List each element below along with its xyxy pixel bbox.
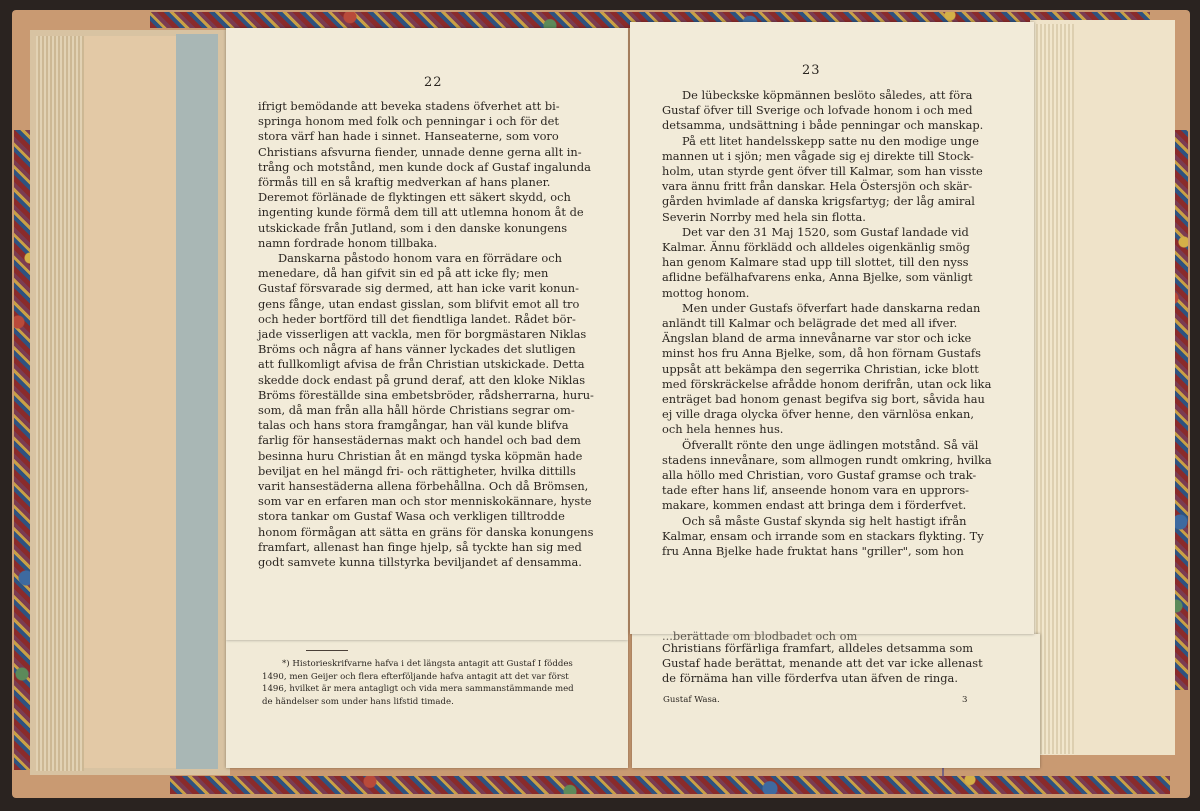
text-line: Christians förfärliga framfart, alldeles detsamma som <box>662 641 974 655</box>
right-page-text <box>662 88 992 559</box>
left-page-edges <box>36 36 84 771</box>
text-line: han genom Kalmare stad upp till slottet, till den nyss <box>662 255 969 270</box>
text-line: förmås till en så kraftig medverkan af hans planer. <box>258 175 551 190</box>
text-line: Öfverallt rönte den unge ädlingen motstånd. Så väl <box>682 437 979 452</box>
text-line: mottog honom. <box>662 285 750 300</box>
text-line: 1490, men Geijer och flera efterföljande hafva antagit att det var först <box>262 671 569 682</box>
text-line: Kalmar. Ännu förklädd och alldeles oigenkänlig smög <box>662 240 970 255</box>
text-line: Kalmar, ensam och irrande som en stackars flykting. Ty <box>662 528 984 543</box>
text-line: Deremot förlänade de flyktingen ett säkert skydd, och <box>258 190 571 205</box>
text-line: ifrigt bemödande att beveka stadens öfverhet att bi- <box>258 99 560 113</box>
text-line: namn fordrade honom tillbaka. <box>258 235 438 250</box>
text-line: Bröms föreställde sina embetsbröder, rådsherrarna, huru- <box>258 387 594 402</box>
text-line: Gustaf öfver till Sverige och lofvade honom i och med <box>662 103 973 118</box>
text-line: beviljat en hel mängd fri- och rättigheter, hvilka dittills <box>258 463 576 478</box>
text-line: menedare, då han gifvit sin ed på att icke fly; men <box>258 266 549 281</box>
left-page-text <box>258 99 594 570</box>
marbled-endpaper-bottom <box>170 776 1170 794</box>
text-line: De lübeckske köpmännen beslöto således, att föra <box>682 88 973 102</box>
text-line: fru Anna Bjelke hade fruktat hans "griller", som hon <box>662 544 964 559</box>
text-line: som, då man från alla håll hörde Christians segrar om- <box>258 403 575 418</box>
footnote-rule <box>306 650 348 651</box>
text-line: aflidne befälhafvarens enka, Anna Bjelke, som vänligt <box>662 270 973 285</box>
text-line: Bröms och några af hans vänner lyckades det slutligen <box>258 342 576 357</box>
text-line: de händelser som under hans lifstid timade. <box>262 696 454 707</box>
text-line: uppsåt att bekämpa den segerrika Christian, icke blott <box>662 361 979 376</box>
text-line: Men under Gustafs öfverfart hade danskarna redan <box>682 300 981 315</box>
text-line: godt samvete kunna tillstyrka beviljandet af densamma. <box>258 555 582 570</box>
text-line: jade visserligen att vackla, men för borgmästaren Niklas <box>258 327 587 342</box>
clipped-line: ...berättade om blodbadet och om <box>662 629 858 643</box>
text-line: gens fånge, utan endast gisslan, som blifvit emot all tro <box>258 296 580 311</box>
text-line: 1496, hvilket är mera antagligt och vida mera sammanstämmande med <box>262 684 574 695</box>
text-line: tade efter hans lif, anseende honom vara en upprors- <box>662 483 970 498</box>
text-line: anländt till Kalmar och belägrade det med all ifver. <box>662 316 958 331</box>
text-line: alla höllo med Christian, voro Gustaf gramse och trak- <box>662 468 977 483</box>
text-line: Severin Norrby med hela sin flotta. <box>662 209 866 224</box>
page-number-left: 22 <box>424 75 443 90</box>
text-line: minst hos fru Anna Bjelke, som, då hon förnam Gustafs <box>662 346 981 361</box>
text-line: Gustaf försvarade sig dermed, att han icke varit konun- <box>258 281 579 296</box>
text-line: farlig för hansestädernas makt och handel och bad dem <box>258 433 581 448</box>
text-line: stora värf han hade i sinnet. Hanseaterne, som voro <box>258 129 559 144</box>
text-line: *) Historieskrifvarne hafva i det längsta antagit att Gustaf I föddes <box>282 659 573 669</box>
text-line: detsamma, undsättning i både penningar och manskap. <box>662 118 984 133</box>
text-line: stora tankar om Gustaf Wasa och verkligen tilltrodde <box>258 509 565 524</box>
text-line: att fullkomligt afvisa de från Christian utskickade. Detta <box>258 357 585 372</box>
text-line: gården hvimlade af danska krigsfartyg; der låg amiral <box>662 194 975 209</box>
right-page-edges <box>1034 24 1074 754</box>
text-line: skedde dock endast på grund deraf, att den kloke Niklas <box>258 372 586 387</box>
signature-line: Gustaf Wasa. <box>663 695 720 705</box>
blue-paper-strip <box>176 34 218 769</box>
underlying-page-text <box>662 641 983 687</box>
text-line: de förnäma han ville förderfva utan äfven de ringa. <box>662 671 958 686</box>
text-line: ingenting kunde förmå dem till att utlemna honom åt de <box>258 205 584 220</box>
text-line: mannen ut i sjön; men vågade sig ej direkte till Stock- <box>662 148 974 163</box>
text-line: Christians afsvurna fiender, unnade denne gerna allt in- <box>258 144 582 159</box>
text-line: talas och hans stora framgångar, han väl kunde blifva <box>258 418 569 433</box>
text-line: trång och motstånd, men kunde dock af Gustaf ingalunda <box>258 159 591 174</box>
text-line: Gustaf hade berättat, menande att det var icke allenast <box>662 656 983 671</box>
text-line: honom förmågan att sätta en gräns för danska konungens <box>258 524 594 539</box>
text-line: springa honom med folk och penningar i och för det <box>258 114 560 129</box>
text-line: som var en erfaren man och stor menniskokännare, hyste <box>258 494 592 509</box>
text-line: enträget bad honom genast begifva sig bort, såvida hau <box>662 392 985 407</box>
text-line: ej ville draga olycka öfver henne, den värnlösa enkan, <box>662 407 975 422</box>
text-line: makare, kommen endast att bringa dem i förderfvet. <box>662 498 967 513</box>
text-line: Och så måste Gustaf skynda sig helt hastigt ifrån <box>682 513 967 528</box>
footnote <box>262 658 574 708</box>
text-line: framfart, allenast han finge hjelp, så tyckte han sig med <box>258 539 582 554</box>
text-line: holm, utan styrde gent öfver till Kalmar, som han visste <box>662 164 983 179</box>
text-line: Ängslan bland de arma innevånarne var stor och icke <box>662 331 972 346</box>
left-flyleaf <box>84 36 176 768</box>
text-line: Det var den 31 Maj 1520, som Gustaf landade vid <box>682 224 969 239</box>
page-number-right: 23 <box>802 63 821 78</box>
text-line: vara ännu fritt från danskar. Hela Östersjön och skär- <box>662 179 973 194</box>
text-line: och hela hennes hus. <box>662 422 784 437</box>
text-line: Danskarna påstodo honom vara en förrädare och <box>278 251 562 266</box>
text-line: besinna huru Christian åt en mängd tyska köpmän hade <box>258 448 583 463</box>
text-line: och heder bortförd till det fiendtliga landet. Rådet bör- <box>258 311 576 326</box>
signature-mark: 3 <box>962 695 968 705</box>
text-line: utskickade från Jutland, som i den danske konungens <box>258 220 568 235</box>
text-line: stadens innevånare, som allmogen rundt omkring, hvilka <box>662 452 992 467</box>
text-line: På ett litet handelsskepp satte nu den modige unge <box>682 133 979 148</box>
text-line: med förskräckelse afrådde honom derifrån, utan ock lika <box>662 376 992 391</box>
text-line: varit hansestäderna allena förbehållna. Och då Brömsen, <box>258 479 589 494</box>
